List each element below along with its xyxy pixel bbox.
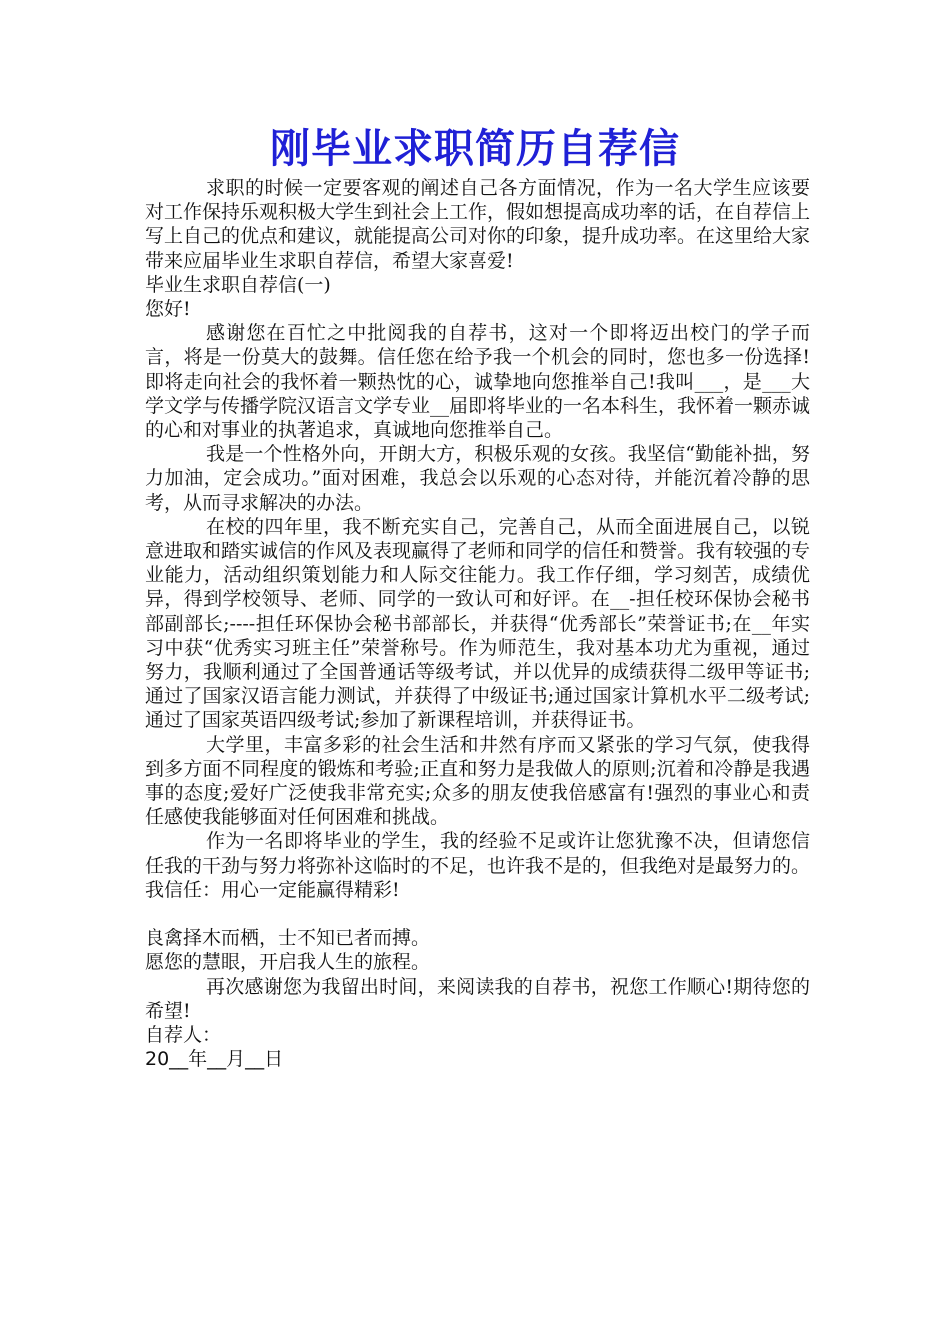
motto-line: 良禽择木而栖，士不知已者而搏。 [145,927,431,950]
body-paragraph: 感谢您在百忙之中批阅我的自荐书，这对一个即将迈出校门的学子而言，将是一份莫大的鼓舞。信任您在给予我一个机会的同时，您也多一份选择!即将走向社会的我怀着一颗热忱的心，诚挚地向您推举自己!我叫___，是___大学文学与传播学院汉语言文学专业__届即将毕业的一名本科生，我怀着一颗赤诚的心和对事业的执著追求，真诚地向您推举自己。 [145,322,811,442]
signature-line: 自荐人： [145,1024,222,1047]
body-paragraph: 在校的四年里，我不断充实自己，完善自己，从而全面进展自己，以锐意进取和踏实诚信的作风及表现赢得了老师和同学的信任和赞誉。我有较强的专业能力，活动组织策划能力和人际交往能力。我工作仔细，学习刻苦，成绩优异，得到学校领导、老师、同学的一致认可和好评。在__-担任校环保协会秘书部副部长;----担任环保协会秘书部部长，并获得“优秀部长”荣誉证书;在__年实习中获“优秀实习班主任”荣誉称号。作为师范生，我对基本功尤为重视，通过努力，我顺利通过了全国普通话等级考试，并以优异的成绩获得二级甲等证书;通过了国家汉语言能力测试，并获得了中级证书;通过国家计算机水平二级考试;通过了国家英语四级考试;参加了新课程培训，并获得证书。 [145,515,811,732]
document-body [145,176,810,1072]
body-paragraph: 我是一个性格外向，开朗大方，积极乐观的女孩。我坚信“勤能补拙，努力加油，定会成功。”面对困难，我总会以乐观的心态对待，并能沉着冷静的思考，从而寻求解决的办法。 [145,443,810,514]
blank-line [145,902,810,926]
greeting: 您好! [145,298,191,321]
body-paragraph: 作为一名即将毕业的学生，我的经验不足或许让您犹豫不决，但请您信任我的干劲与努力将弥补这临时的不足，也许我不是的，但我绝对是最努力的。我信任：用心一定能赢得精彩! [145,830,811,901]
date-line: 20__年__月__日 [145,1048,284,1071]
motto-line: 愿您的慧眼，开启我人生的旅程。 [145,951,431,974]
letter-heading: 毕业生求职自荐信(一) [145,273,331,296]
body-paragraph: 大学里，丰富多彩的社会生活和井然有序而又紧张的学习气氛，使我得到多方面不同程度的锻炼和考验;正直和努力是我做人的原则;沉着和冷静是我遇事的态度;爱好广泛使我非常充实;众多的朋友使我倍感富有!强烈的事业心和责任感使我能够面对任何困难和挑战。 [145,733,810,829]
intro-paragraph: 求职的时候一定要客观的阐述自己各方面情况，作为一名大学生应该要对工作保持乐观积极大学生到社会上工作，假如想提高成功率的话，在自荐信上写上自己的优点和建议，就能提高公司对你的印象，提升成功率。在这里给大家带来应届毕业生求职自荐信，希望大家喜爱! [145,177,811,272]
document-title: 刚毕业求职简历自荐信 [270,125,680,172]
closing-paragraph: 再次感谢您为我留出时间，来阅读我的自荐书，祝您工作顺心!期待您的希望! [145,975,810,1022]
